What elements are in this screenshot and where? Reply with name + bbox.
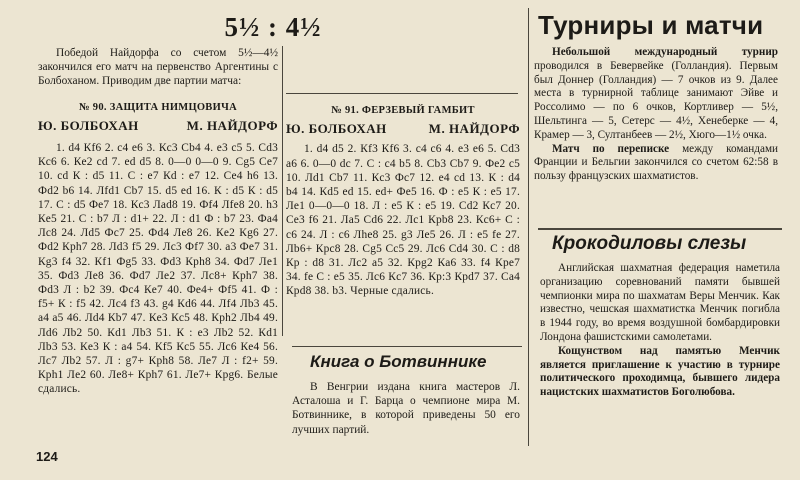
column-divider-left <box>282 46 283 336</box>
crocodile-paragraph-2: Кощунством над памятью Менчик является приглашение к участию в турнире политического проходимца, бывшего лидера нацистских шахматистов Боголюбова. <box>540 344 780 399</box>
game90-black: М. НАЙДОРФ <box>186 117 278 133</box>
page-number: 124 <box>36 449 58 464</box>
game90-heading: № 90. ЗАЩИТА НИМЦОВИЧА <box>79 101 237 113</box>
tournament-item-2-text: между командами Франции и Бельгии закончился со счетом 62:58 в пользу французских шахматистов. <box>534 142 779 183</box>
book-text-block <box>292 380 520 437</box>
tournament-item-1-lead: Небольшой международный турнир <box>552 46 778 58</box>
game91-white: Ю. БОЛБОХАН <box>286 121 387 137</box>
tournament-item-1 <box>534 46 778 143</box>
game90-continuation-space <box>286 46 520 94</box>
game90-players <box>38 119 278 133</box>
crocodile-heading: Крокодиловы слезы <box>552 233 747 254</box>
tournaments-heading: Турниры и матчи <box>538 10 764 40</box>
game91-heading: № 91. ФЕРЗЕВЫЙ ГАМБИТ <box>331 105 475 116</box>
match-intro: Победой Найдорфа со счетом 5½—4½ закончился его матч на первенство Аргентины с Болбоханом. Приводим две партии матча: <box>38 47 278 88</box>
middle-column <box>286 46 520 342</box>
tournament-item-1-text: проводился в Бевервейке (Голландия). Первым был Доннер (Голландия) — 7 очков из 9. Далее места в турнирной таблице занимают Эйве и Россолимо — по 6 очков, Кортливер — 5½, Шельтинга — 5, Сетерс — 4½, Хенеберке — 4, Крамер — 3, Султанбеев — 2½, Хюго—1½ очка. <box>534 59 778 141</box>
game90-white: Ю. БОЛБОХАН <box>38 117 139 133</box>
tournament-item-2 <box>534 143 778 184</box>
column-divider-right <box>528 8 529 446</box>
left-column <box>38 46 278 441</box>
divider-book <box>292 346 522 347</box>
divider-crocodile <box>538 228 782 230</box>
game91-black: М. НАЙДОРФ <box>428 121 520 137</box>
game90-moves: 1. d4 Кf6 2. c4 e6 3. Кc3 Сb4 4. e3 c5 5. Сd3 Кc6 6. Кe2 cd 7. ed d5 8. 0—0 0—0 9. Сg5 Сe7 10. cd К : d5 11. С : e7 Кd : e7 12. Сe4 h6 13. Фd2 b6 14. Лfd1 Сb7 15. d5 ed 16. К : d5 К : d5 17. С : d5 Фe7 18. Кc3 Лad8 19. Фf4 Лfe8 20. h3 Кe5 21. С : b7 Л : d1+ 22. Л : d1 Ф : b7 23. Фa4 Лc8 24. Лd5 Фc7 25. Фd4 Лe8 26. Кe2 Кg6 27. Фd2 Крh7 28. Лd3 f5 29. Лc3 Фf7 30. a3 Фe7 31. Кg3 f4 32. Кf1 Фg5 33. Фd3 Крh8 34. Фd7 Лe1 35. Фd3 Лe8 36. Фd7 Лe2 37. Лc8+ Крh7 38. Фd3 Л : b2 39. Фc4 Кe7 40. Фe4+ Фf5 41. Ф : f5+ К : f5 42. Лc4 f3 43. g4 Кd6 44. Лf4 Лb3 45. a4 a5 46. Лd4 Кb7 47. Кe3 Кc5 48. Крh2 Лb4 49. Лd6 Лb2 50. Кd1 Лb3 51. К : e3 Лb2 52. Кd1 Лb3 53. Кe3 К : a4 54. Кf5 Кc5 55. Лc6 Кe4 56. Лc7 Лb2 57. Л : g7+ Крh8 58. Лe7 Л : f2+ 59. Крh1 Лe2 60. Лe8+ Крh7 61. Лe7+ Крg6. Белые сдались. <box>38 142 278 396</box>
tournament-item-2-lead: Матч по переписке <box>552 142 670 155</box>
game91-moves: 1. d4 d5 2. Кf3 Кf6 3. c4 c6 4. e3 e6 5. Сd3 a6 6. 0—0 dc 7. С : c4 b5 8. Сb3 Сb7 9. Фe2 c5 10. Лd1 Сb7 11. Кc3 Фc7 12. e4 cd 13. К : d4 b4 14. Кd5 ed 15. ed+ Фe5 16. Ф : e5 К : e5 17. Лe1 0—0—0 18. Л : e5 К : e5 19. Сd2 Кc7 20. Сe3 f6 21. Лa5 Сd6 22. Лc1 Крb8 23. Кc6+ С : c6 24. Л : c6 Лhe8 25. g3 Лe5 26. Л : e5 fe 27. Лb6+ Крc8 28. Сg5 Сc5 29. Лc6 Сd4 30. С : d8 Кр : d8 31. Лc2 a5 32. Крg2 Кa6 33. f4 Крe7 34. fe С : e5 35. Лc6 Кc7 36. Кр:3 Крd7 37. Сa4 Крd8 38. b3. Черные сдались. <box>286 143 520 298</box>
book-heading: Книга о Ботвиннике <box>310 352 487 371</box>
crocodile-text-block <box>540 262 780 400</box>
match-score-title: 5½ : 4½ <box>224 12 322 42</box>
game91-players <box>286 122 520 136</box>
crocodile-paragraph-1: Английская шахматная федерация наметила организацию соревнований памяти бывшей чемпионки мира по шахматам Веры Менчик. Как известно, чешская шахматистка Менчик погибла в 1944 году, во время воздушной бомбардировки Лондона фашистскими самолетами. <box>540 262 780 343</box>
book-paragraph: В Венгрии издана книга мастеров Л. Асталоша и Г. Барца о чемпионе мира М. Ботвиннике, в которой приведены 50 его лучших партий. <box>292 381 520 436</box>
right-column <box>534 46 778 184</box>
